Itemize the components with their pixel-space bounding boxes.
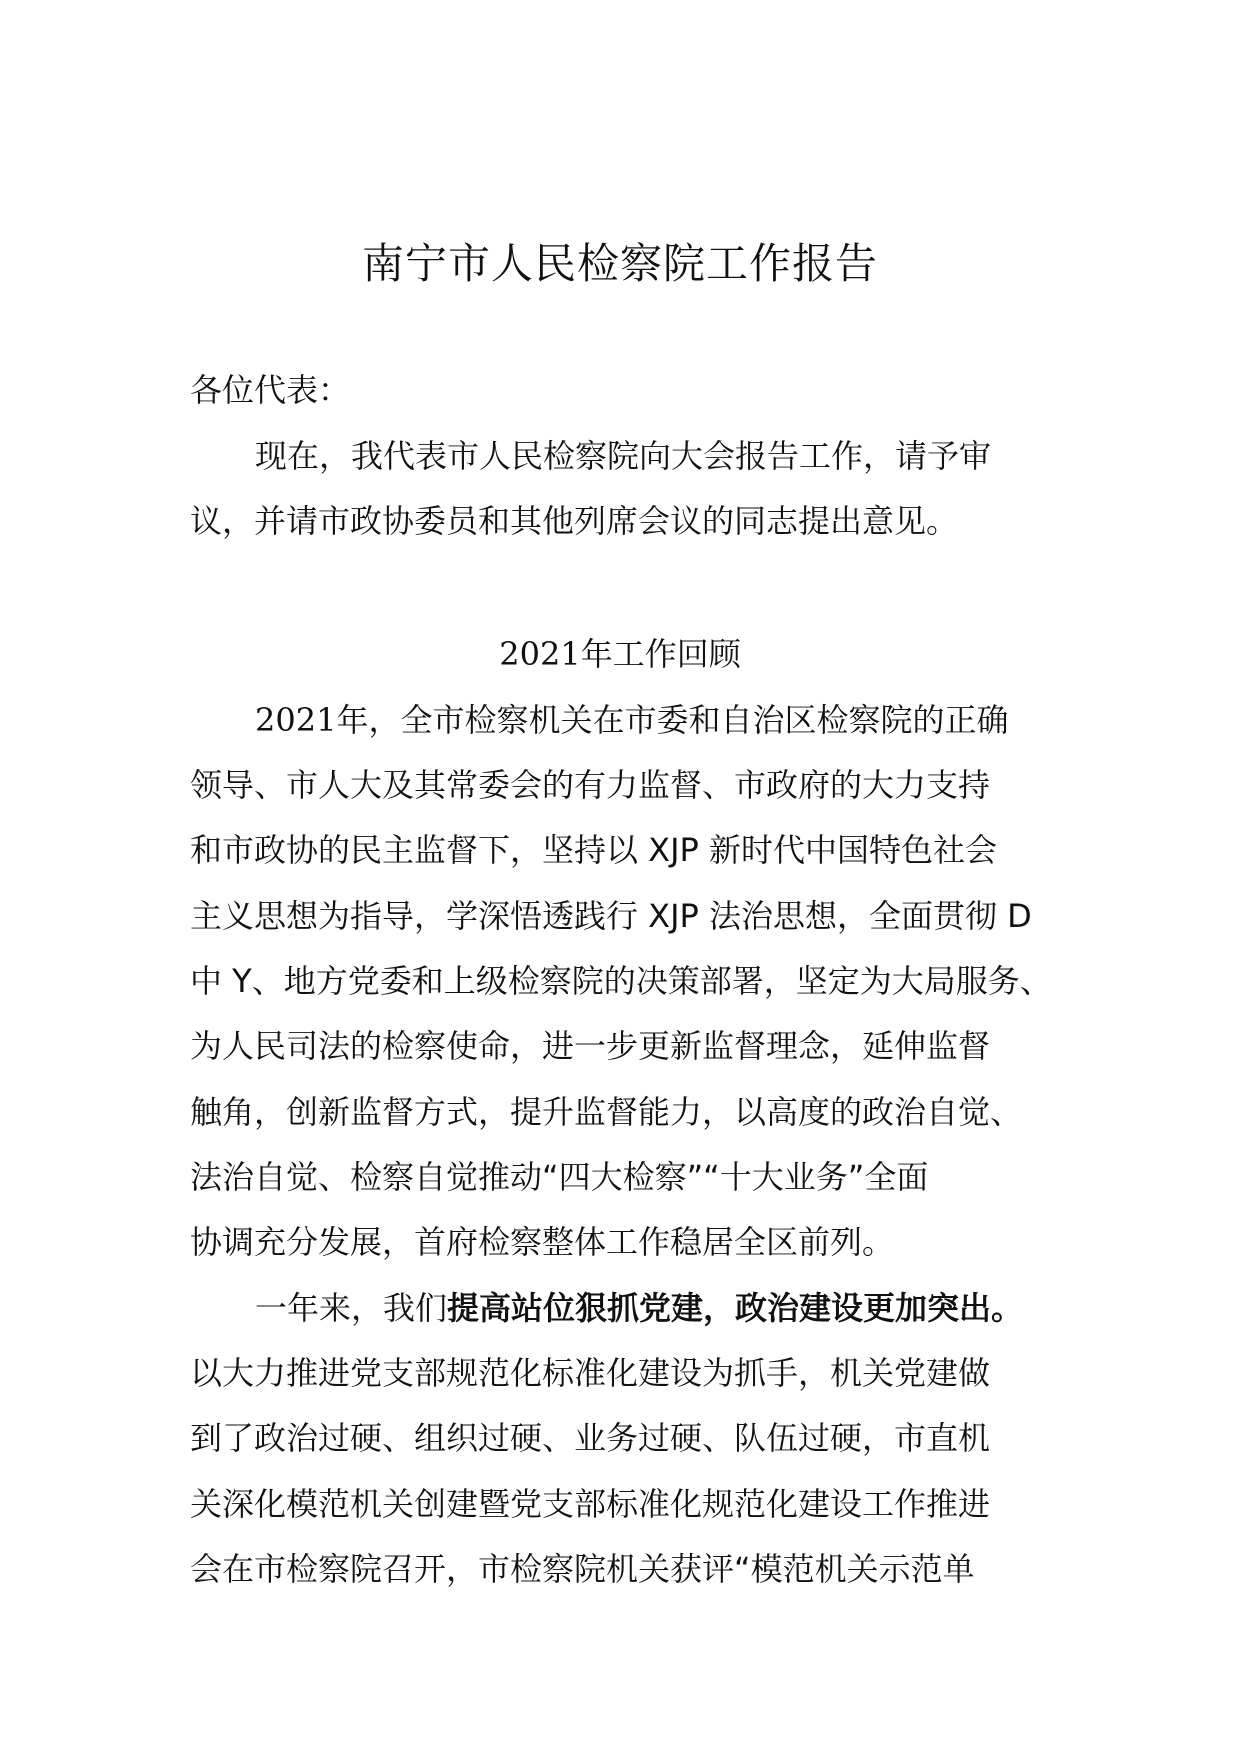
paragraph1-line-3: 和市政协的民主监督下，坚持以 XJP 新时代中国特色社会 bbox=[190, 831, 998, 869]
paragraph2-line-3: 到了政治过硬、组织过硬、业务过硬、队伍过硬，市直机 bbox=[190, 1419, 991, 1457]
paragraph1-line-6: 为人民司法的检察使命，进一步更新监督理念，延伸监督 bbox=[190, 1027, 991, 1065]
paragraph1-line-5: 中 Y、地方党委和上级检察院的决策部署，坚定为大局服务、 bbox=[190, 962, 1052, 1000]
paragraph2-line-1 bbox=[255, 1284, 1023, 1332]
paragraph1-line-9: 协调充分发展，首府检察整体工作稳居全区前列。 bbox=[190, 1223, 895, 1261]
intro-line-1: 现在，我代表市人民检察院向大会报告工作，请予审 bbox=[255, 437, 992, 475]
intro-line-2: 议，并请市政协委员和其他列席会议的同志提出意见。 bbox=[190, 502, 959, 540]
paragraph2-line-2: 以大力推进党支部规范化标准化建设为抓手，机关党建做 bbox=[190, 1354, 991, 1392]
section-heading-text: 年工作回顾 bbox=[580, 635, 741, 673]
paragraph1-year: 2021 bbox=[255, 701, 337, 739]
paragraph2-line-4: 关深化模范机关创建暨党支部标准化规范化建设工作推进 bbox=[190, 1485, 991, 1523]
document-title: 南宁市人民检察院工作报告 bbox=[361, 239, 878, 288]
paragraph1-line-7: 触角，创新监督方式，提升监督能力，以高度的政治自觉、 bbox=[190, 1093, 1023, 1131]
paragraph1-line-1-text: 年，全市检察机关在市委和自治区检察院的正确 bbox=[336, 701, 1009, 739]
paragraph1-line-8: 法治自觉、检察自觉推动“四大检察”“十大业务”全面 bbox=[190, 1158, 929, 1196]
paragraph1-line-1 bbox=[255, 696, 1008, 744]
paragraph2-line-5: 会在市检察院召开，市检察院机关获评“模范机关示范单 bbox=[190, 1550, 975, 1588]
paragraph2-bold-heading: 提高站位狠抓党建，政治建设更加突出。 bbox=[447, 1289, 1024, 1327]
paragraph2-lead: 一年来，我们 bbox=[255, 1289, 448, 1327]
section-heading-year: 2021 bbox=[499, 635, 581, 673]
paragraph1-line-4: 主义思想为指导，学深悟透践行 XJP 法治思想，全面贯彻 D bbox=[190, 897, 1032, 935]
section-heading bbox=[0, 630, 1240, 678]
paragraph1-line-2: 领导、市人大及其常委会的有力监督、市政府的大力支持 bbox=[190, 766, 991, 804]
salutation: 各位代表： bbox=[190, 371, 351, 409]
